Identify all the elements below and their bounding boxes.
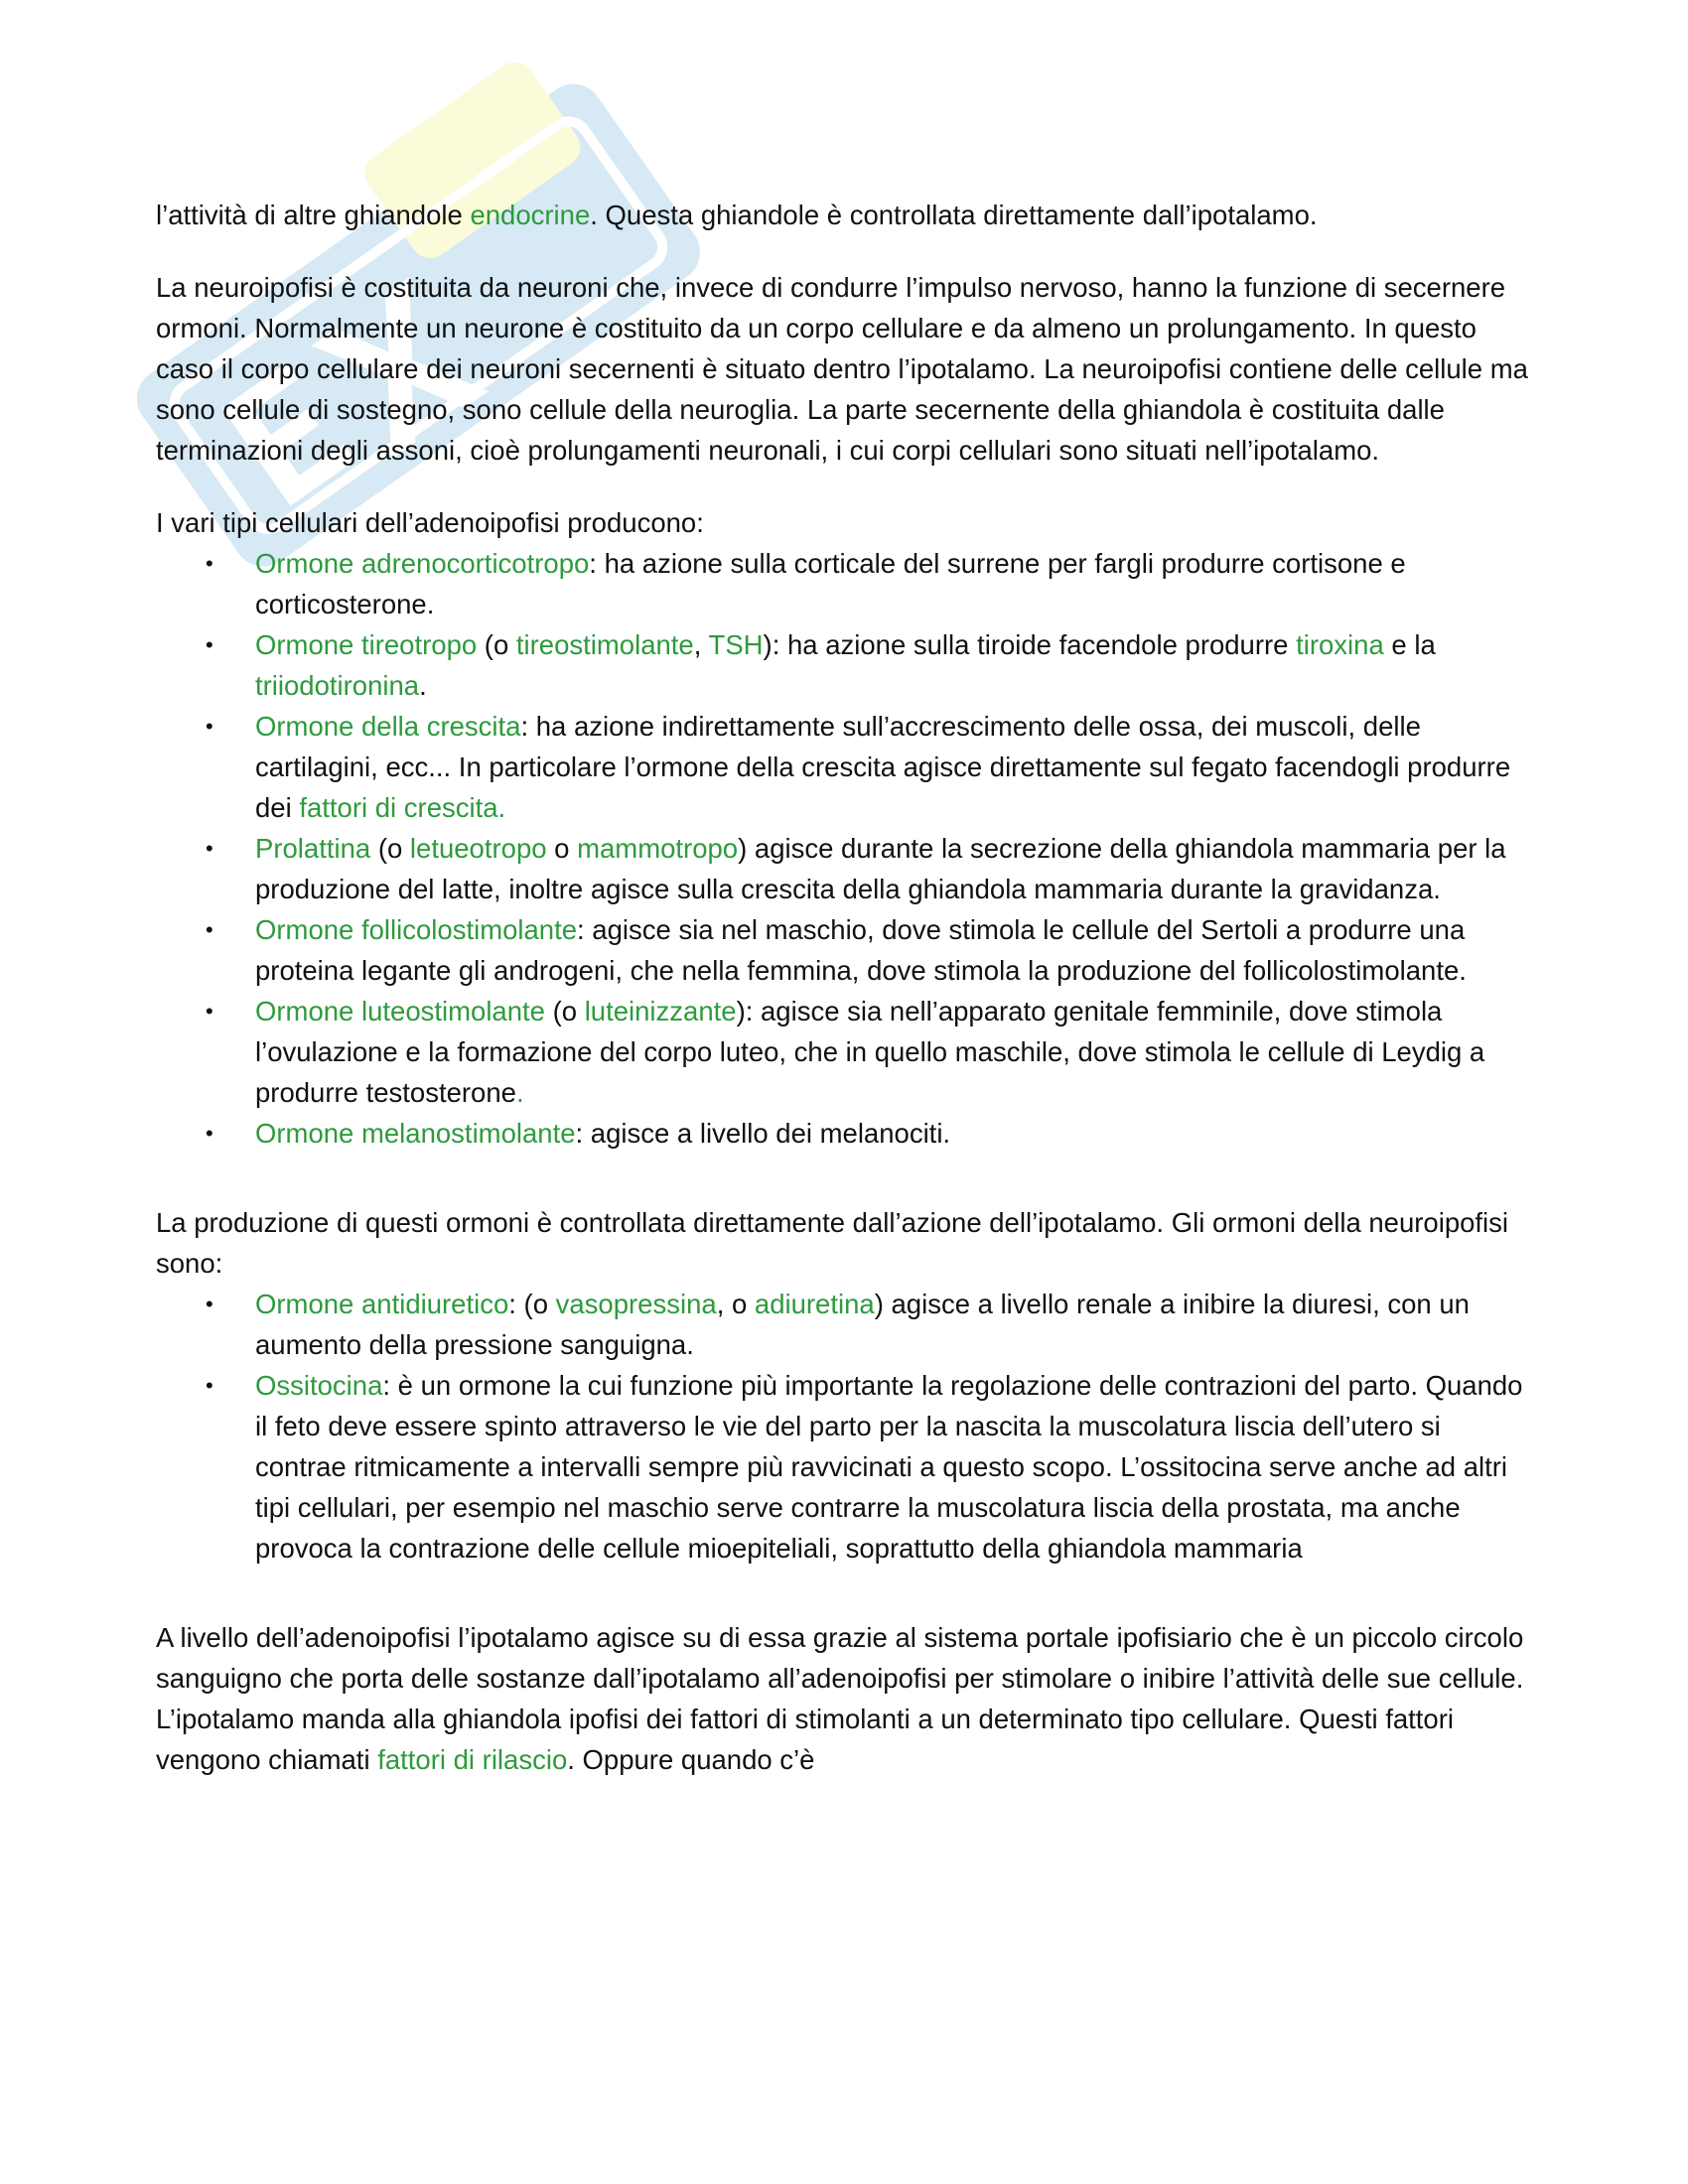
bullet-icon: •	[206, 917, 213, 942]
text-run: ): ha azione sulla tiroide facendole produrre	[763, 629, 1297, 660]
highlighted-term: tiroxina	[1296, 629, 1384, 660]
hormone-name: Ormone antidiuretico	[255, 1289, 509, 1319]
highlighted-term: vasopressina	[555, 1289, 717, 1319]
text-run: . Oppure quando c’è	[567, 1744, 815, 1775]
adenoipofisi-hormone-list	[156, 543, 1536, 1154]
list-item	[156, 1284, 1536, 1365]
bullet-icon: •	[206, 1292, 213, 1316]
bullet-icon: •	[206, 1121, 213, 1146]
text-run: ) agisce a livello renale a inibire la diuresi, con un aumento della pressione sanguigna.	[255, 1289, 1470, 1360]
text-run: : ha azione indirettamente sull’accrescimento delle ossa, dei muscoli, delle cartilagini, ecc... In particolare l’ormone della crescita agisce direttamente sul fegato facendogli produrre dei	[255, 711, 1511, 823]
list-item	[156, 1113, 1536, 1154]
paragraph-neuroipofisi: La neuroipofisi è costituita da neuroni che, invece di condurre l’impulso nervoso, hanno la funzione di secernere ormoni. Normalmente un neurone è costituito da un corpo cellulare e da almeno un prolungamento. In questo caso il corpo cellulare dei neuroni secernenti è situato dentro l’ipotalamo. La neuroipofisi contiene delle cellule ma sono cellule di sostegno, sono cellule della neuroglia. La parte secernente della ghiandola è costituita dalle terminazioni degli assoni, cioè prolungamenti neuronali, i cui corpi cellulari sono situati nell’ipotalamo.	[156, 272, 1528, 466]
neuroipofisi-hormone-list	[156, 1284, 1536, 1569]
text-run: (o	[370, 833, 410, 864]
list-item	[156, 543, 1536, 624]
hormone-name: Ormone follicolostimolante	[255, 914, 578, 945]
hormone-name: Ossitocina	[255, 1370, 383, 1401]
text-run: . Questa ghiandole è controllata direttamente dall’ipotalamo.	[590, 200, 1318, 230]
text-run: l’attività di altre ghiandole	[156, 200, 471, 230]
text-run: , o	[716, 1289, 755, 1319]
hormone-name: Ormone adrenocorticotropo	[255, 548, 590, 579]
text-run: .	[515, 1077, 524, 1108]
bullet-icon: •	[206, 999, 213, 1024]
text-run: ): agisce sia nell’apparato genitale femminile, dove stimola l’ovulazione e la formazione del corpo luteo, che in quello maschile, dove stimola le cellule di Leydig a produrre testosterone	[255, 996, 1485, 1108]
text-run: : ha azione sulla corticale del surrene per fargli produrre cortisone e corticosterone.	[255, 548, 1406, 619]
list-item	[156, 828, 1536, 909]
hormone-name: Ormone tireotropo	[255, 629, 478, 660]
hormone-name: Ormone della crescita	[255, 711, 521, 742]
text-run: e la	[1383, 629, 1436, 660]
highlighted-term: luteinizzante	[584, 996, 737, 1026]
bullet-icon: •	[206, 551, 213, 576]
text-run: : agisce sia nel maschio, dove stimola le cellule del Sertoli a produrre una proteina legante gli androgeni, che nella femmina, dove stimola la produzione del follicolostimolante.	[255, 914, 1467, 986]
paragraph-adenoipofisi-intro: I vari tipi cellulari dell’adenoipofisi producono:	[156, 507, 704, 538]
list-item	[156, 1365, 1536, 1569]
bullet-icon: •	[206, 836, 213, 861]
list-item	[156, 624, 1536, 706]
text-run: A livello dell’adenoipofisi l’ipotalamo agisce su di essa grazie al sistema portale ipofisiario che è un piccolo circolo sanguigno che porta delle sostanze dall’ipotalamo all’adenoipofisi per stimolare o inibire l’attività delle sue cellule. L’ipotalamo manda alla ghiandola ipofisi dei fattori di stimolanti a un determinato tipo cellulare. Questi fattori vengono chiamati	[156, 1622, 1524, 1775]
text-run: ,	[693, 629, 709, 660]
highlighted-term: fattori di crescita.	[299, 792, 506, 823]
hormone-name: Ormone melanostimolante	[255, 1118, 576, 1149]
text-run: : agisce a livello dei melanociti.	[575, 1118, 951, 1149]
highlighted-term: tireostimolante	[515, 629, 694, 660]
highlighted-term: letueotropo	[409, 833, 547, 864]
bullet-icon: •	[206, 1373, 213, 1398]
paragraph-portal-system	[156, 1617, 1536, 1780]
list-item	[156, 706, 1536, 828]
bullet-icon: •	[206, 632, 213, 657]
text-run: (o	[544, 996, 585, 1026]
text-run: o	[546, 833, 578, 864]
text-run: .	[419, 670, 427, 701]
document-body	[156, 195, 1536, 1780]
list-item	[156, 991, 1536, 1113]
text-run: (o	[477, 629, 516, 660]
highlighted-term: endocrine	[470, 200, 591, 230]
text-run: : è un ormone la cui funzione più importante la regolazione delle contrazioni del parto. Quando il feto deve essere spinto attraverso le vie del parto per la nascita la muscolatura liscia dell’utero si contrae ritmicamente a intervalli sempre più ravvicinati a questo scopo. L’ossitocina serve anche ad altri tipi cellulari, per esempio nel maschio serve contrarre la muscolatura liscia della prostata, ma anche provoca la contrazione delle cellule mioepiteliali, soprattutto della ghiandola mammaria	[255, 1370, 1523, 1564]
highlighted-term: adiuretina	[754, 1289, 875, 1319]
text-run: : (o	[508, 1289, 556, 1319]
list-item	[156, 909, 1536, 991]
highlighted-term: triiodotironina	[255, 670, 420, 701]
highlighted-term: TSH	[708, 629, 764, 660]
bullet-icon: •	[206, 714, 213, 739]
paragraph-intro	[156, 195, 1536, 235]
hormone-name: Ormone luteostimolante	[255, 996, 545, 1026]
hormone-name: Prolattina	[255, 833, 371, 864]
highlighted-term: fattori di rilascio	[377, 1744, 568, 1775]
text-run: ) agisce durante la secrezione della ghiandola mammaria per la produzione del latte, inoltre agisce sulla crescita della ghiandola mammaria durante la gravidanza.	[255, 833, 1506, 904]
highlighted-term: mammotropo	[577, 833, 739, 864]
paragraph-neuroipofisi-intro: La produzione di questi ormoni è controllata direttamente dall’azione dell’ipotalamo. Gli ormoni della neuroipofisi sono:	[156, 1207, 1509, 1279]
